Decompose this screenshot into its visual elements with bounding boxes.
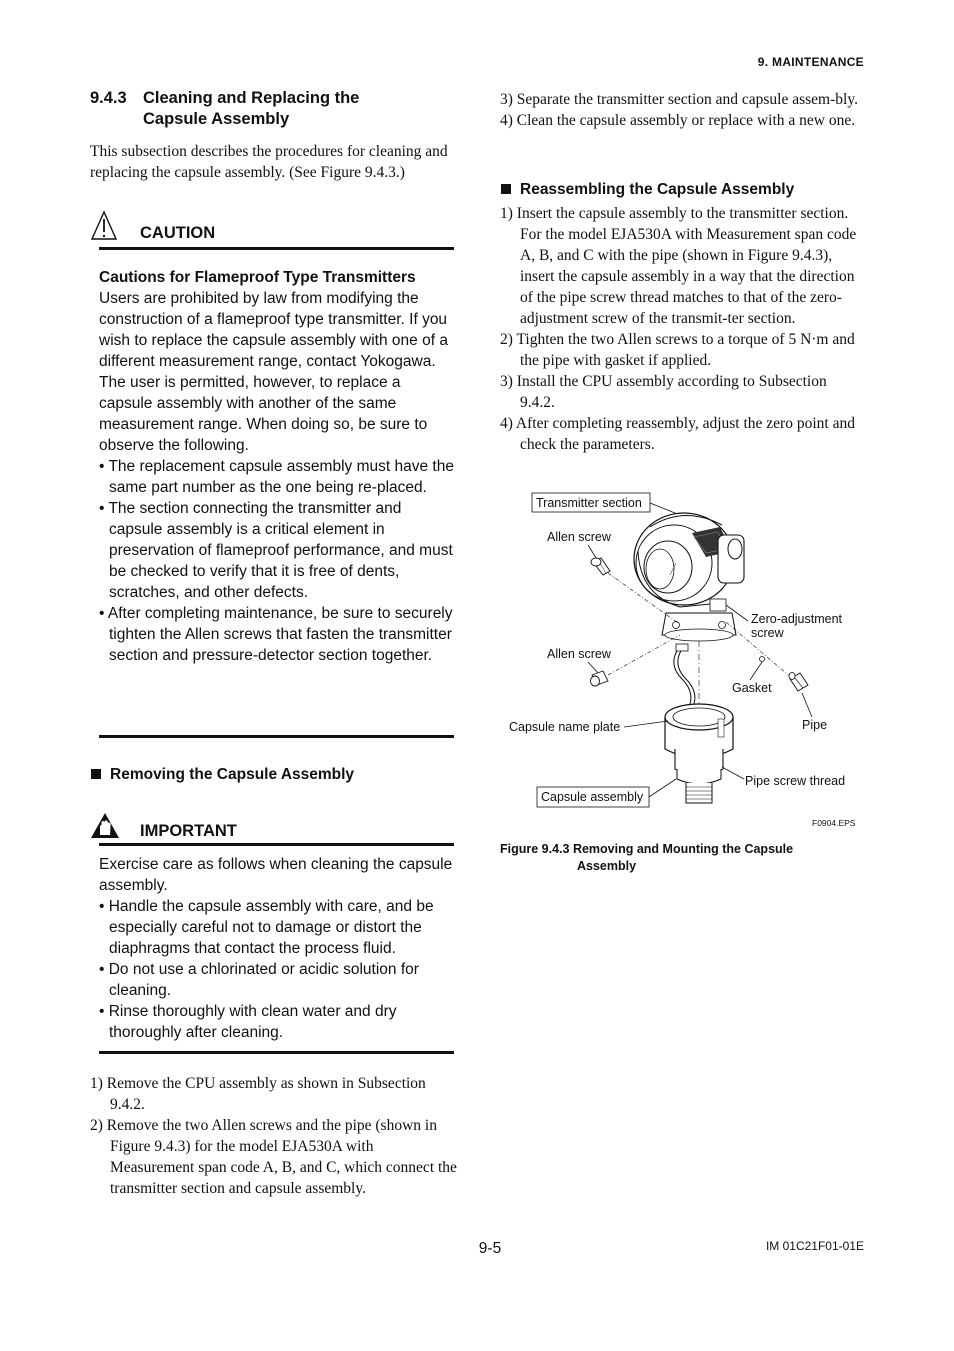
- removing-step: 4) Clean the capsule assembly or replace with a new one.: [500, 112, 856, 129]
- caution-bullet: • The section connecting the transmitter and capsule assembly is a critical element in preservation of flameproof performance, and must be checked to verify that it is free of dents, scratches, and other defects.: [99, 500, 453, 601]
- removing-step: 2) Remove the two Allen screws and the pipe (shown in Figure 9.4.3) for the model EJA530A with Measurement span code A, B, and C, which connect the transmitter section and capsule assembly.: [90, 1117, 457, 1197]
- reassembling-step: 4) After completing reassembly, adjust the zero point and check the parameters.: [500, 415, 855, 453]
- caution-body: [99, 267, 457, 666]
- figure-file-code: F0904.EPS: [812, 818, 856, 828]
- important-hand-icon: [89, 812, 125, 840]
- important-bullet: • Rinse thoroughly with clean water and dry thoroughly after cleaning.: [99, 1003, 397, 1041]
- caution-top-rule: [99, 247, 454, 250]
- document-id: IM 01C21F01-01E: [765, 1239, 864, 1253]
- reassembling-heading: Reassembling the Capsule Assembly: [501, 181, 794, 199]
- caution-para1: Users are prohibited by law from modifying the construction of a flameproof type transmitter. If you wish to replace the capsule assembly with one of a different measurement range, contact Yokogawa.: [99, 290, 448, 370]
- caution-bullet: • After completing maintenance, be sure to securely tighten the Allen screws that fasten the transmitter section and pressure-detector section together.: [99, 605, 453, 664]
- caution-para2: The user is permitted, however, to replace a capsule assembly with another of the same measurement range. When doing so, be sure to observe the following.: [99, 374, 428, 454]
- zero-adjustment-label: Zero-adjustment: [751, 612, 843, 626]
- allen-screw-bottom-drawing: [591, 671, 609, 686]
- page-number: 9-5: [478, 1240, 502, 1257]
- transmitter-section-label: Transmitter section: [536, 496, 642, 510]
- allen-screw-top-label: Allen screw: [547, 530, 611, 544]
- reassembling-step: 2) Tighten the two Allen screws to a torque of 5 N·m and the pipe with gasket if applied.: [500, 331, 855, 369]
- important-bullet: • Handle the capsule assembly with care, and be especially careful not to damage or distort the diaphragms that contact the process fluid.: [99, 898, 434, 957]
- section-title-line2: Capsule Assembly: [143, 110, 290, 128]
- important-bottom-rule: [99, 1051, 454, 1054]
- capsule-body-drawing: [665, 704, 733, 803]
- capsule-assembly-label: Capsule assembly: [541, 790, 644, 804]
- important-top-rule: [99, 843, 454, 846]
- allen-screw-bottom-label: Allen screw: [547, 647, 611, 661]
- capsule-assembly-figure: [500, 487, 864, 832]
- square-bullet-icon: [91, 769, 101, 779]
- capsule-name-plate-label: Capsule name plate: [509, 720, 621, 734]
- figure-caption-line2: Assembly: [577, 859, 637, 873]
- pipe-label: Pipe: [802, 718, 828, 732]
- square-bullet-icon: [501, 184, 511, 194]
- caution-subtitle: Cautions for Flameproof Type Transmitters: [99, 269, 416, 286]
- removing-step: 1) Remove the CPU assembly as shown in Subsection 9.4.2.: [90, 1075, 426, 1113]
- important-para: Exercise care as follows when cleaning the capsule assembly.: [99, 856, 453, 894]
- caution-label: CAUTION: [140, 224, 216, 242]
- transmitter-housing-drawing: [634, 513, 744, 641]
- chapter-header: 9. MAINTENANCE: [757, 55, 864, 69]
- leader-line: [624, 721, 668, 727]
- section-title: [90, 88, 470, 130]
- reassembling-step: 1) Insert the capsule assembly to the transmitter section. For the model EJA530A with Measurement span code A, B, and C with the pipe (shown in Figure 9.4.3), insert the capsule assembly in a way that the direction of the pipe screw thread matches to that of the zero-adjustment screw of the transmit-ter section.: [500, 205, 857, 327]
- caution-bottom-rule: [99, 735, 454, 738]
- pipe-drawing: [789, 673, 808, 692]
- capsule-cable: [674, 649, 691, 709]
- important-bullet: • Do not use a chlorinated or acidic solution for cleaning.: [99, 961, 419, 999]
- removing-heading: Removing the Capsule Assembly: [91, 766, 354, 784]
- dash-dot-axis: [608, 635, 680, 675]
- leader-line: [750, 662, 762, 680]
- section-number: 9.4.3: [90, 89, 127, 107]
- figure-caption-line1: Figure 9.4.3 Removing and Mounting the Capsule: [500, 842, 794, 856]
- capsule-cable: [678, 649, 695, 709]
- leader-line: [588, 662, 598, 673]
- leader-line: [802, 693, 812, 717]
- removing-step: 3) Separate the transmitter section and capsule assem-bly.: [500, 91, 858, 108]
- important-body: [99, 854, 457, 1043]
- leader-line: [649, 779, 676, 797]
- important-label: IMPORTANT: [140, 822, 237, 840]
- removing-steps-continued: [500, 89, 864, 131]
- zero-adjustment-label: screw: [751, 626, 784, 640]
- reassembling-steps: [500, 203, 864, 455]
- allen-screw-top-drawing: [591, 558, 610, 575]
- leader-line: [722, 767, 744, 779]
- section-intro: This subsection describes the procedures for cleaning and replacing the capsule assembly. (See Figure 9.4.3.): [90, 143, 448, 181]
- capsule-connector: [676, 644, 688, 651]
- figure-caption: [500, 841, 860, 875]
- section-title-line1: Cleaning and Replacing the: [143, 89, 360, 107]
- gasket-label: Gasket: [732, 681, 772, 695]
- reassembling-step: 3) Install the CPU assembly according to Subsection 9.4.2.: [500, 373, 827, 411]
- pipe-screw-thread-label: Pipe screw thread: [745, 774, 846, 788]
- caution-bullet: • The replacement capsule assembly must have the same part number as the one being re-placed.: [99, 458, 454, 496]
- caution-triangle-icon: [89, 210, 125, 242]
- gasket-drawing: [760, 657, 765, 662]
- removing-steps: [90, 1073, 458, 1199]
